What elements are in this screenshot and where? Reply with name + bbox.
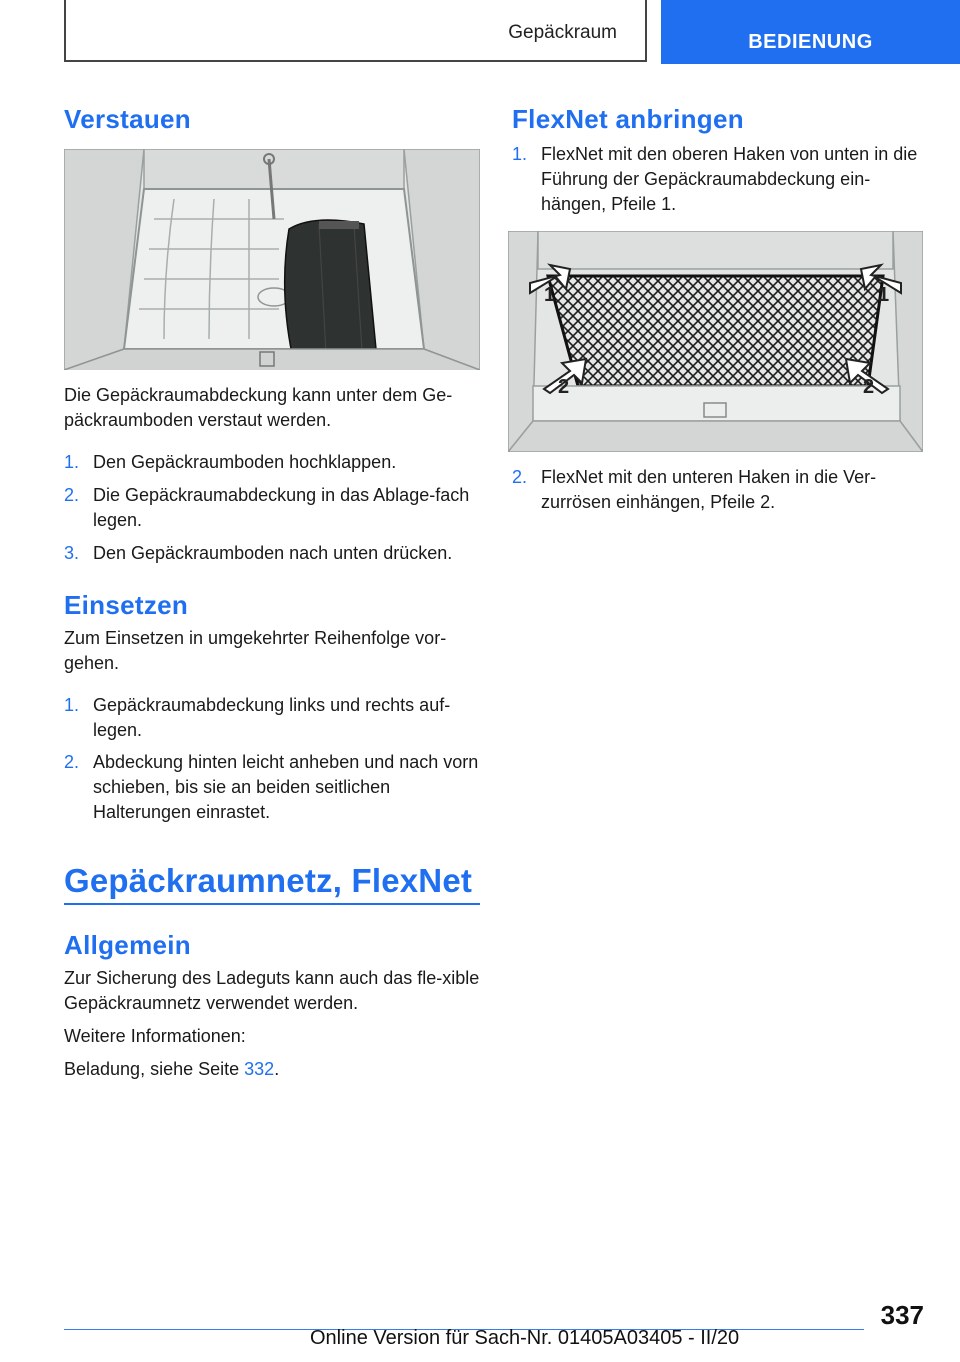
list-text: FlexNet mit den oberen Haken von unten in die Führung der Gepäckraumabdeckung ein‐hängen, Pfeile 1. (541, 144, 918, 214)
list-number: 1. (512, 144, 528, 164)
header-section-title: Gepäckraum (508, 22, 617, 43)
heading-underline (64, 903, 480, 905)
heading-flexnet-anbringen: FlexNet anbringen (512, 104, 744, 134)
arrow-label-2-right: 2 (863, 376, 875, 398)
weitere-informationen: Weitere Informationen: (64, 1026, 246, 1046)
list-number: 2. (64, 485, 80, 505)
heading-einsetzen: Einsetzen (64, 590, 189, 620)
einsetzen-intro: Zum Einsetzen in umgekehrter Reihenfolge vor‐gehen. (64, 628, 447, 673)
heading-gepaeckraumnetz: Gepäckraumnetz, FlexNet (64, 862, 473, 899)
arrow-label-1-left: 1 (544, 284, 556, 306)
list-item (512, 465, 924, 515)
page-number: 337 (880, 1300, 924, 1330)
verstauen-intro: Die Gepäckraumabdeckung kann unter dem Ge‐päckraumboden verstaut werden. (64, 385, 453, 430)
header-chapter-label: BEDIENUNG (748, 31, 873, 53)
heading-allgemein: Allgemein (64, 930, 191, 960)
list-text: FlexNet mit den unteren Haken in die Ver‐zurrösen einhängen, Pfeile 2. (541, 467, 877, 512)
header-chapter-tab (661, 0, 960, 64)
arrow-label-2-left: 2 (558, 376, 570, 398)
trunk-storage-drawing (64, 149, 480, 370)
list-item (64, 483, 480, 533)
list-text: Die Gepäckraumabdeckung in das Ablage‐fach legen. (93, 485, 470, 530)
footer-text: Online Version für Sach-Nr. 01405A03405 - II/20 (310, 1327, 740, 1349)
allgemein-paragraph: Zur Sicherung des Ladeguts kann auch das fle‐xible Gepäckraumnetz verwendet werden. (64, 968, 480, 1013)
trunk-storage-illustration (64, 149, 480, 370)
flexnet-illustration (508, 231, 923, 452)
list-item (512, 142, 924, 217)
header-bar (64, 0, 647, 62)
list-item (64, 693, 480, 743)
heading-verstauen: Verstauen (64, 104, 191, 134)
beladung-suffix: . (274, 1059, 280, 1079)
list-text: Abdeckung hinten leicht anheben und nach vorn schieben, bis sie an beiden seitlichen Halterungen einrastet. (93, 752, 479, 822)
arrow-label-1-right: 1 (878, 284, 890, 306)
page-link-332[interactable]: 332 (244, 1059, 275, 1079)
list-item (64, 750, 480, 825)
list-number: 2. (512, 467, 528, 487)
list-item (64, 541, 480, 566)
beladung-reference (64, 1057, 480, 1082)
list-item (64, 450, 480, 475)
list-number: 1. (64, 695, 80, 715)
list-text: Den Gepäckraumboden nach unten drücken. (93, 543, 453, 563)
list-number: 1. (64, 452, 80, 472)
list-number: 2. (64, 752, 80, 772)
list-text: Den Gepäckraumboden hochklappen. (93, 452, 397, 472)
flexnet-drawing (508, 231, 923, 452)
beladung-text: Beladung, siehe Seite (64, 1059, 245, 1079)
list-number: 3. (64, 543, 80, 563)
list-text: Gepäckraumabdeckung links und rechts auf‐legen. (93, 695, 451, 740)
